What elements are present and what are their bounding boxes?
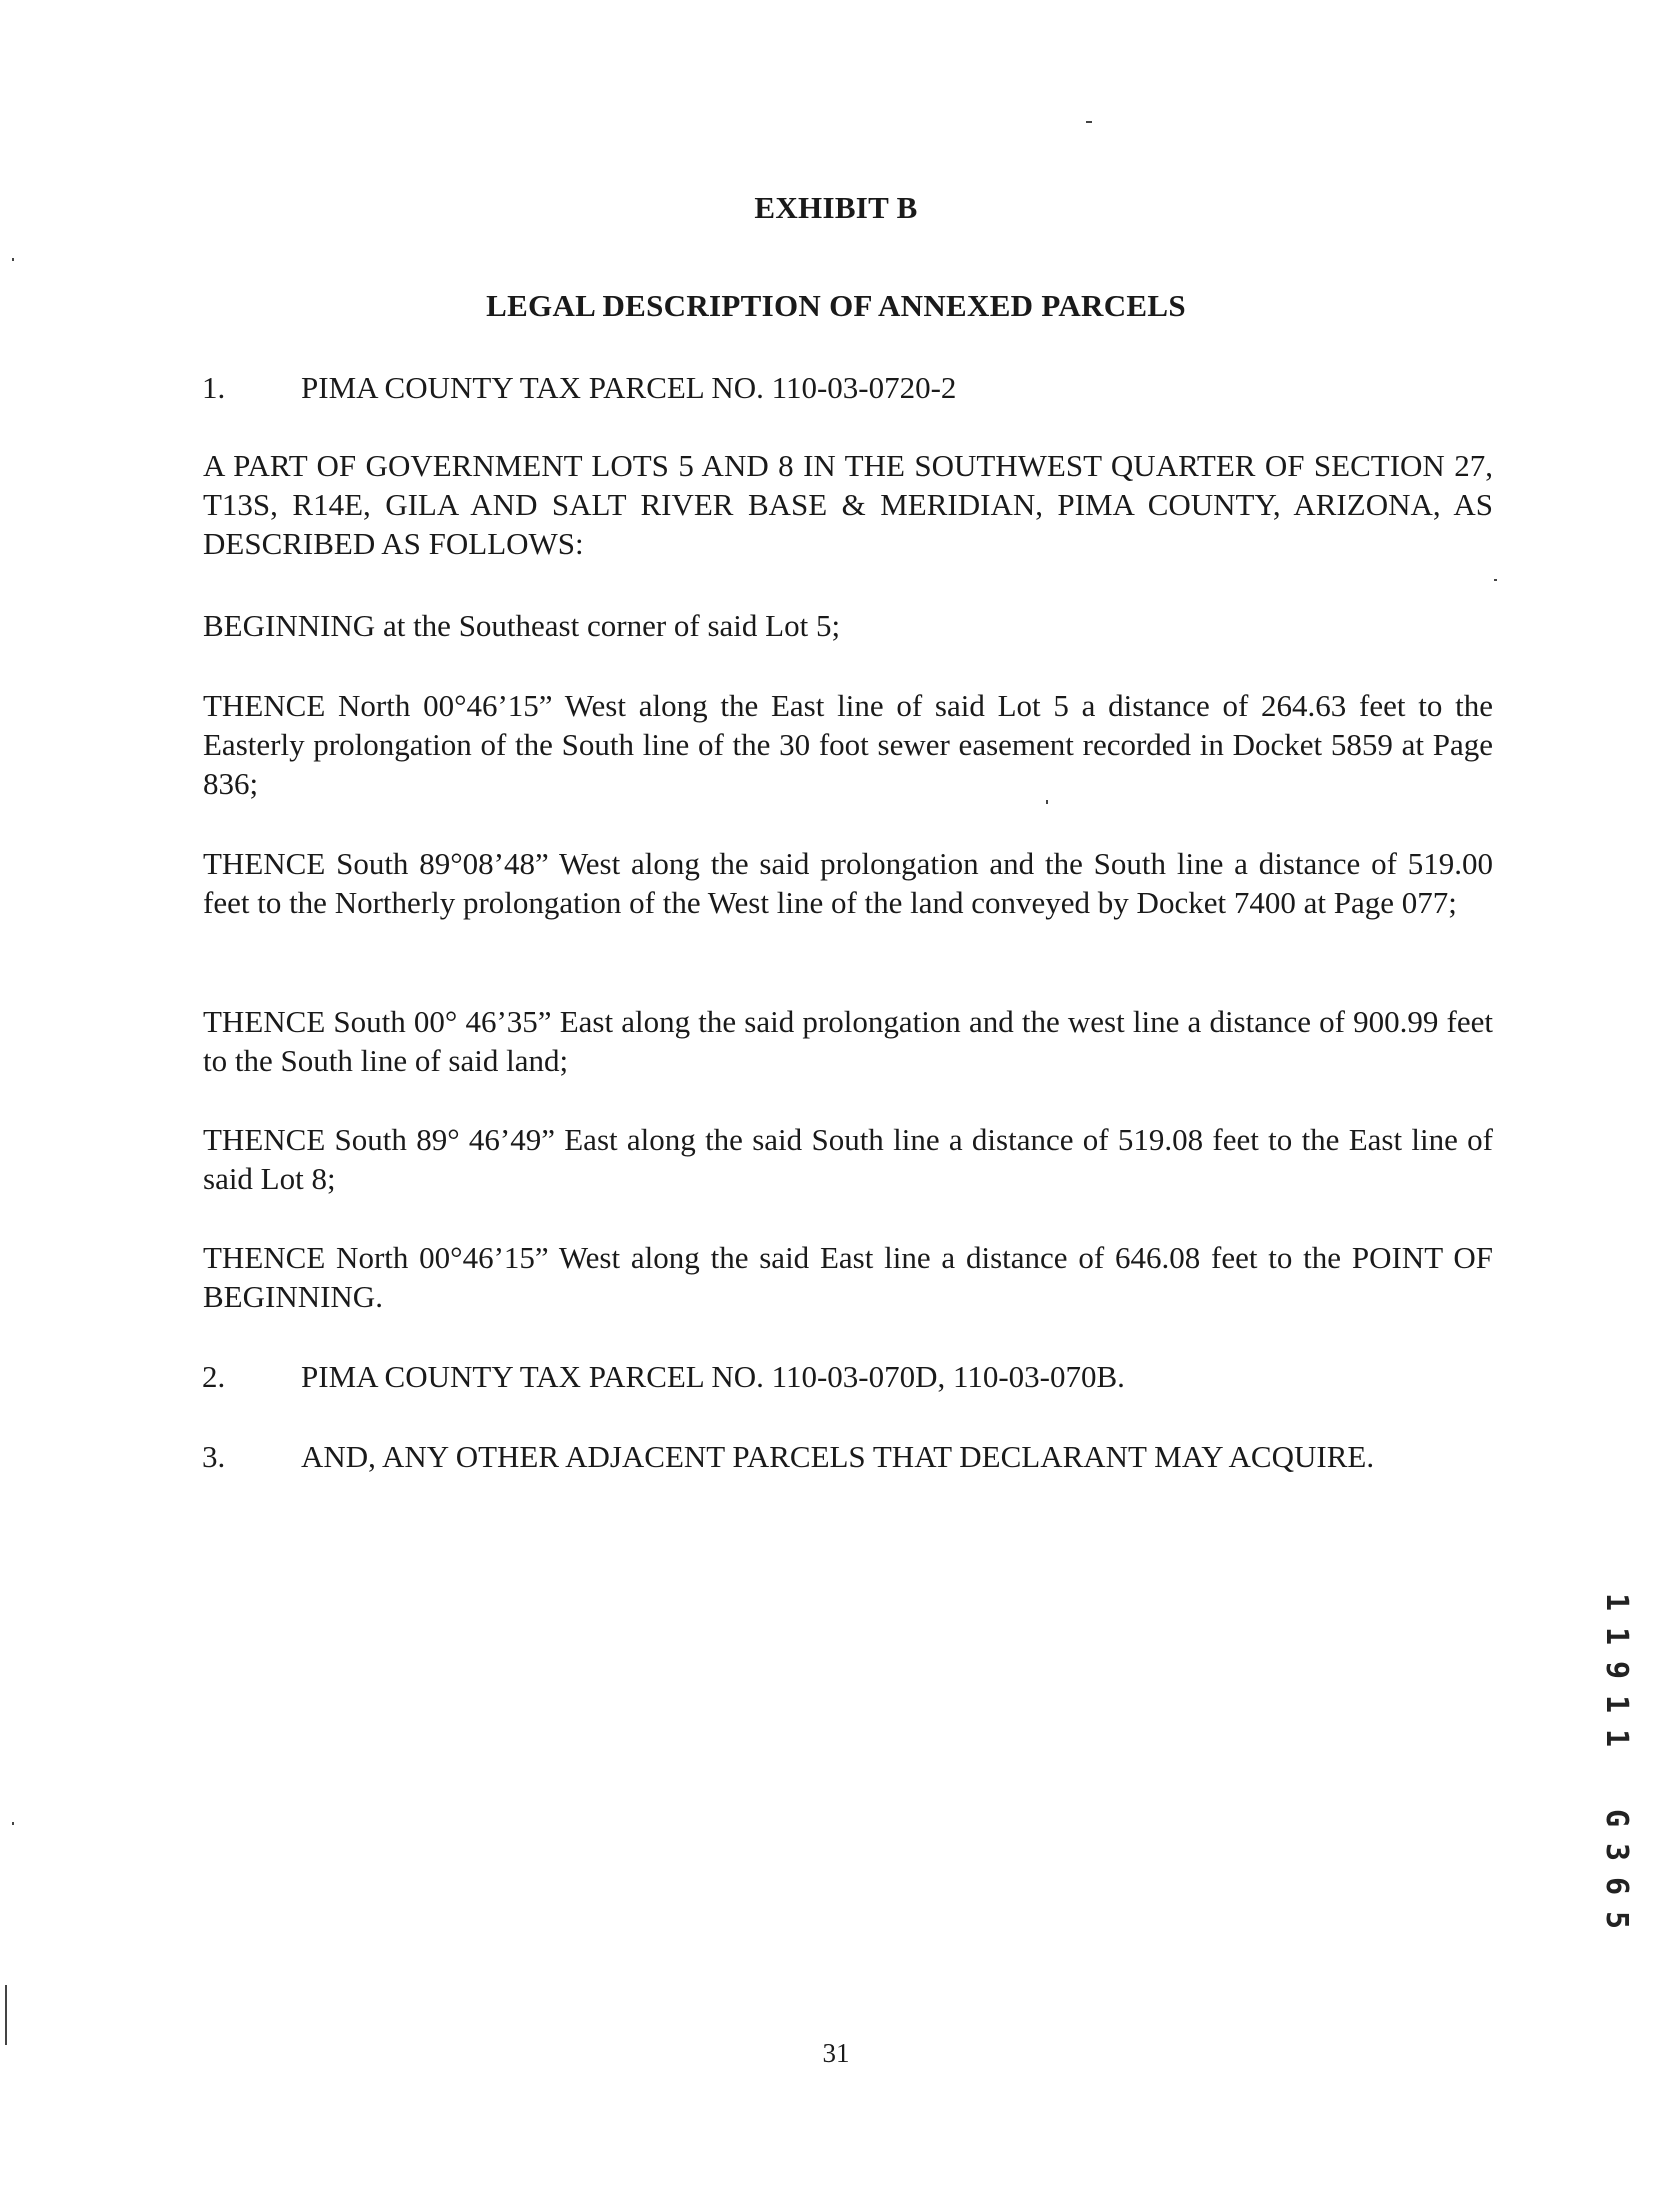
page-number: 31	[822, 2038, 850, 2068]
recording-stamp-character: 1	[1599, 1592, 1634, 1612]
parcel-item-1	[202, 368, 956, 408]
parcel-item-2	[202, 1357, 1125, 1397]
scan-artifact	[12, 1822, 14, 1825]
parcel-item-3	[202, 1437, 1374, 1477]
scan-artifact	[1494, 579, 1497, 581]
course-paragraph-1: THENCE North 00°46’15” West along the East line of said Lot 5 a distance of 264.63 feet to the Easterly prolongation of the South line of the 30 foot sewer easement recorded in Docket 5859 at Page 836;	[203, 688, 1493, 801]
exhibit-title: EXHIBIT B	[754, 190, 918, 225]
parcel-item-text: PIMA COUNTY TAX PARCEL NO. 110-03-0720-2	[301, 370, 957, 405]
scan-artifact	[1046, 800, 1048, 804]
recording-stamp-character: 1	[1599, 1694, 1634, 1714]
recording-stamp-character: G	[1599, 1808, 1634, 1828]
course-paragraph-5: THENCE North 00°46’15” West along the said East line a distance of 646.08 feet to the POINT OF BEGINNING.	[203, 1240, 1493, 1314]
scan-artifact	[12, 258, 14, 261]
parcel-item-text: AND, ANY OTHER ADJACENT PARCELS THAT DECLARANT MAY ACQUIRE.	[301, 1439, 1375, 1474]
recording-stamp-character: 6	[1599, 1876, 1634, 1896]
point-of-beginning-paragraph: BEGINNING at the Southeast corner of said Lot 5;	[203, 608, 841, 643]
recording-stamp-upper	[1596, 1585, 1636, 1755]
scan-artifact	[5, 1985, 7, 2045]
course-paragraph-2: THENCE South 89°08’48” West along the said prolongation and the South line a distance of 519.00 feet to the Northerly prolongation of the West line of the land conveyed by Docket 7400 at Page 077;	[203, 846, 1493, 920]
recording-stamp-character: 1	[1599, 1626, 1634, 1646]
parcel-item-number: 3.	[202, 1439, 226, 1474]
parcel-item-text: PIMA COUNTY TAX PARCEL NO. 110-03-070D, 110-03-070B.	[301, 1359, 1125, 1394]
recording-stamp-character: 5	[1599, 1910, 1634, 1930]
course-paragraph-3: THENCE South 00° 46’35” East along the said prolongation and the west line a distance of 900.99 feet to the South line of said land;	[203, 1004, 1493, 1078]
recording-stamp-lower	[1596, 1801, 1636, 1937]
parcel-item-number: 1.	[202, 370, 226, 405]
document-subtitle: LEGAL DESCRIPTION OF ANNEXED PARCELS	[486, 288, 1186, 323]
recording-stamp-character: 3	[1599, 1842, 1634, 1862]
parcel-item-number: 2.	[202, 1359, 226, 1394]
recording-stamp	[1596, 1585, 1636, 1937]
course-paragraph-4: THENCE South 89° 46’49” East along the said South line a distance of 519.08 feet to the East line of said Lot 8;	[203, 1122, 1493, 1196]
recording-stamp-character: 1	[1599, 1728, 1634, 1748]
recording-stamp-character: 9	[1599, 1660, 1634, 1680]
scan-artifact	[1086, 121, 1092, 123]
parcel-description-intro: A PART OF GOVERNMENT LOTS 5 AND 8 IN THE SOUTHWEST QUARTER OF SECTION 27, T13S, R14E, GILA AND SALT RIVER BASE & MERIDIAN, PIMA COUNTY, ARIZONA, AS DESCRIBED AS FOLLOWS:	[203, 448, 1493, 561]
